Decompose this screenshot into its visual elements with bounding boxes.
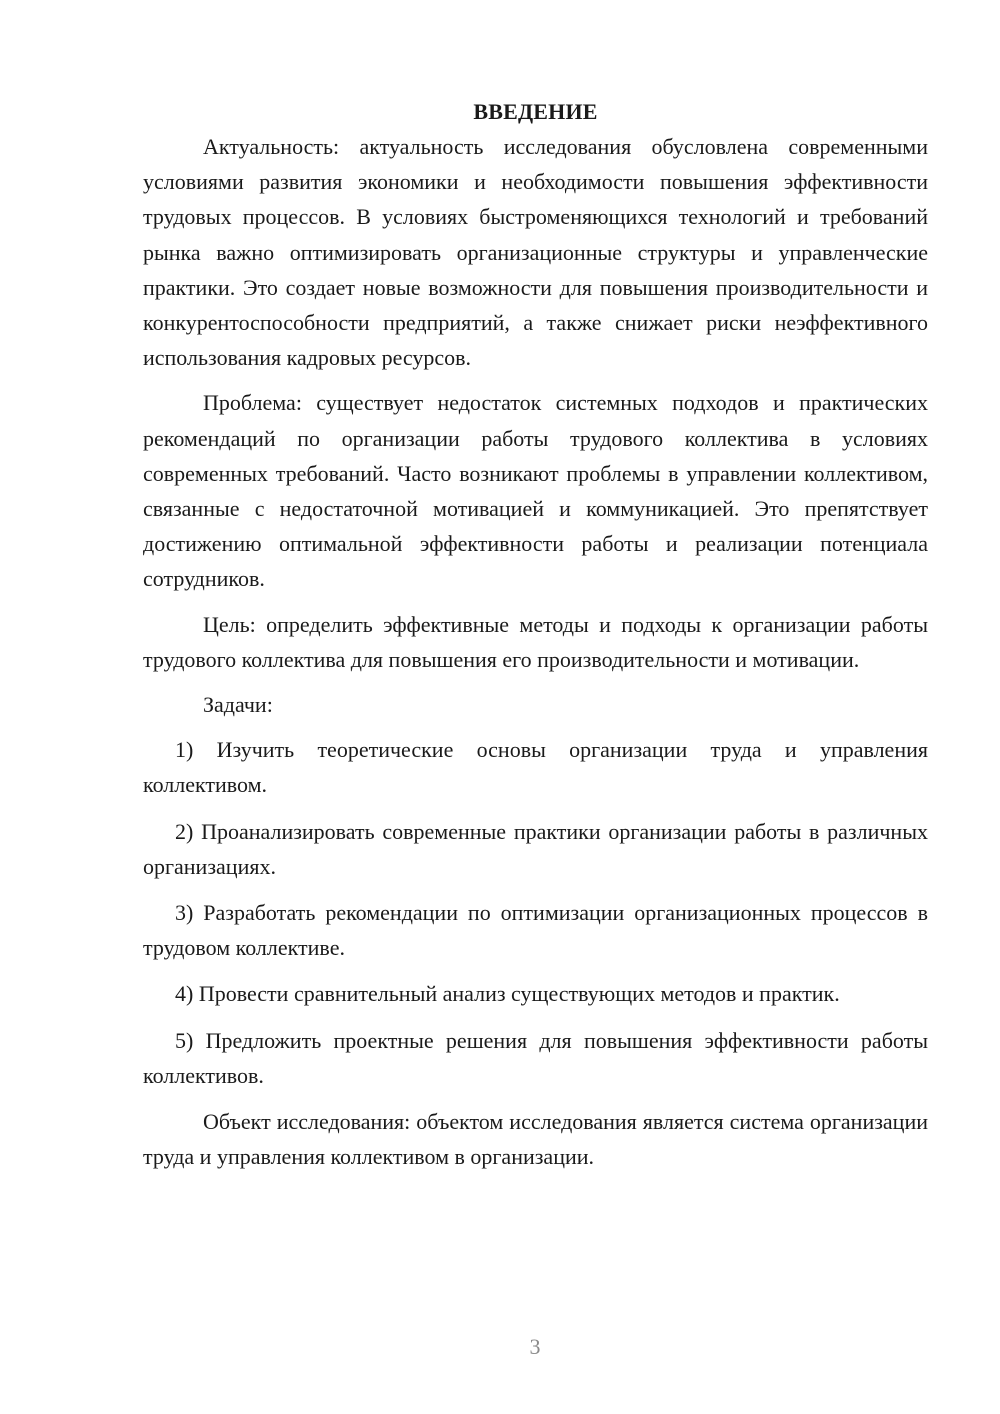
- page-content: [143, 94, 928, 1184]
- paragraph-problem: Проблема: существует недостаток системных подходов и практических рекомендаций по организации работы трудового коллектива в условиях современных требований. Часто возникают проблемы в управлении коллективом, связанные с недостаточной мотивацией и коммуникацией. Это препятствует достижению оптимальной эффективности работы и реализации потенциала сотрудников.: [143, 390, 928, 592]
- task-item-1: 1) Изучить теоретические основы организации труда и управления коллективом.: [143, 737, 928, 798]
- section-title: ВВЕДЕНИЕ: [473, 99, 598, 124]
- paragraph-relevance: Актуальность: актуальность исследования обусловлена современными условиями развития экономики и необходимости повышения эффективности трудовых процессов. В условиях быстроменяющихся технологий и требований рынка важно оптимизировать организационные структуры и управленческие практики. Это создает новые возможности для повышения производительности и конкурентоспособности предприятий, а также снижает риски неэффективного использования кадровых ресурсов.: [143, 134, 928, 371]
- paragraph-object: Объект исследования: объектом исследования является система организации труда и управления коллективом в организации.: [143, 1109, 928, 1170]
- page-number: 3: [529, 1334, 541, 1359]
- paragraph-tasks-heading: Задачи:: [203, 692, 273, 718]
- task-item-5: 5) Предложить проектные решения для повышения эффективности работы коллективов.: [143, 1027, 928, 1088]
- task-item-3: 3) Разработать рекомендации по оптимизации организационных процессов в трудовом коллективе.: [143, 900, 928, 961]
- task-item-2: 2) Проанализировать современные практики организации работы в различных организациях.: [143, 818, 928, 879]
- task-item-4: 4) Провести сравнительный анализ существующих методов и практик.: [175, 981, 840, 1007]
- paragraph-goal: Цель: определить эффективные методы и подходы к организации работы трудового коллектива для повышения его производительности и мотивации.: [143, 611, 928, 672]
